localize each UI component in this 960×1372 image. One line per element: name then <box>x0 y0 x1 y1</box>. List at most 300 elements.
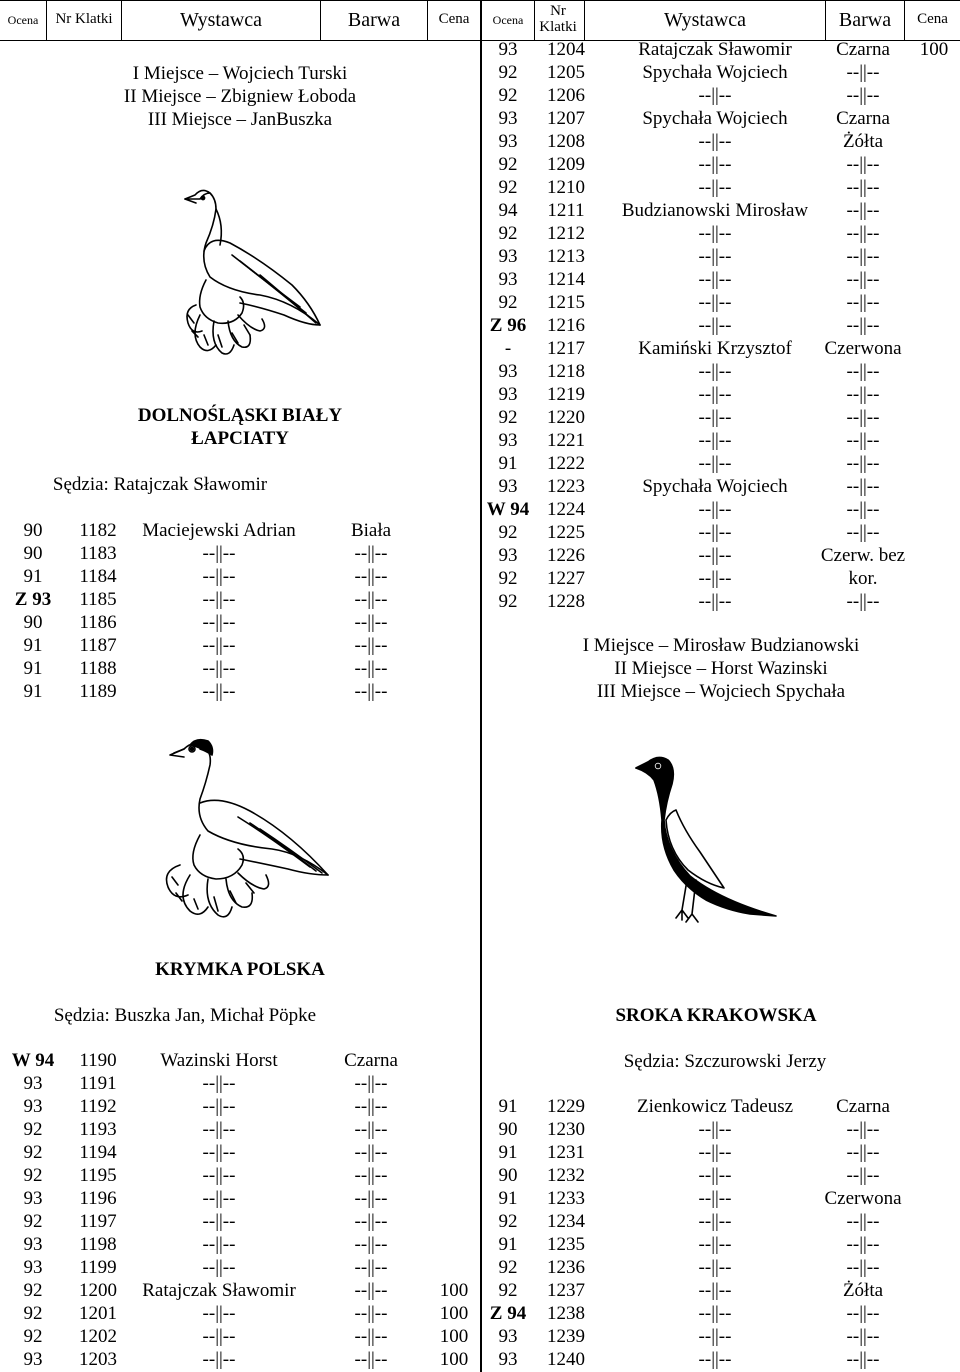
cell-barwa: --||-- <box>846 499 880 520</box>
cell-ocena: 93 <box>498 384 518 405</box>
table-row <box>0 1325 960 1348</box>
cell-wystawca: --||-- <box>698 1119 732 1140</box>
cell-barwa: --||-- <box>846 177 880 198</box>
cell-cena: 100 <box>439 1349 469 1370</box>
cell-ocena: 92 <box>498 568 518 589</box>
header-wystawca: Wystawca <box>663 8 747 31</box>
cell-barwa: --||-- <box>354 658 388 679</box>
header-nr-klatki: Nr Klatki <box>55 11 113 28</box>
cell-ocena: 93 <box>498 246 518 267</box>
cell-barwa: --||-- <box>354 1188 388 1209</box>
cell-barwa: --||-- <box>354 1257 388 1278</box>
sroka-judge: Sędzia: Szczurowski Jerzy <box>623 1051 827 1072</box>
table-row <box>0 291 960 314</box>
cell-wystawca: Spychała Wojciech <box>642 476 788 497</box>
dolnoslaski-judge: Sędzia: Ratajczak Sławomir <box>52 474 268 495</box>
cell-barwa: Czerw. bez <box>820 545 906 566</box>
cell-nr-klatki: 1197 <box>79 1211 117 1232</box>
cell-wystawca: --||-- <box>698 1303 732 1324</box>
cell-barwa: --||-- <box>846 223 880 244</box>
cell-ocena: 92 <box>498 223 518 244</box>
table-row <box>0 314 960 337</box>
table-row <box>0 1302 960 1325</box>
header-wystawca: Wystawca <box>179 8 263 31</box>
cell-ocena: 93 <box>498 476 518 497</box>
cell-nr-klatki: 1202 <box>79 1326 117 1347</box>
cell-barwa: --||-- <box>354 1303 388 1324</box>
cell-ocena: - <box>504 338 512 359</box>
cell-wystawca: --||-- <box>202 681 236 702</box>
table-row <box>0 1187 960 1210</box>
cell-ocena: 93 <box>498 430 518 451</box>
cell-barwa: --||-- <box>846 315 880 336</box>
table-row <box>0 590 960 613</box>
cell-ocena: 91 <box>498 1096 518 1117</box>
cell-wystawca: Ratajczak Sławomir <box>638 39 792 60</box>
cell-barwa: Czarna <box>836 1096 890 1117</box>
cell-nr-klatki: 1191 <box>79 1073 117 1094</box>
cell-ocena: 93 <box>498 1349 518 1370</box>
cell-nr-klatki: 1231 <box>547 1142 585 1163</box>
cell-ocena: 93 <box>23 1349 43 1370</box>
cell-barwa: --||-- <box>846 292 880 313</box>
table-row <box>0 222 960 245</box>
table-row <box>0 1256 960 1279</box>
sroka-title: SROKA KRAKOWSKA <box>615 1005 817 1026</box>
table-row <box>0 498 960 521</box>
header-barwa: Barwa <box>838 8 892 31</box>
cell-nr-klatki: 1185 <box>79 589 117 610</box>
cell-nr-klatki: 1214 <box>547 269 585 290</box>
cell-barwa: --||-- <box>354 1234 388 1255</box>
cell-nr-klatki: 1182 <box>79 520 117 541</box>
cell-wystawca: --||-- <box>698 453 732 474</box>
cell-nr-klatki: 1213 <box>547 246 585 267</box>
cell-wystawca: --||-- <box>698 1326 732 1347</box>
cell-barwa: --||-- <box>354 1211 388 1232</box>
crested-white-pigeon-drawing <box>160 725 330 925</box>
cell-ocena: 93 <box>498 269 518 290</box>
cell-nr-klatki: 1230 <box>547 1119 585 1140</box>
table-row <box>0 38 960 61</box>
cell-barwa: Czerwona <box>824 338 902 359</box>
cell-barwa: --||-- <box>846 62 880 83</box>
cell-barwa: Czarna <box>836 108 890 129</box>
cell-barwa: --||-- <box>846 1303 880 1324</box>
cell-ocena: 91 <box>498 1188 518 1209</box>
cell-nr-klatki: 1233 <box>547 1188 585 1209</box>
cell-barwa: --||-- <box>354 1326 388 1347</box>
cell-nr-klatki: 1196 <box>79 1188 117 1209</box>
cell-wystawca: Budzianowski Mirosław <box>621 200 809 221</box>
cell-wystawca: --||-- <box>698 1234 732 1255</box>
cell-wystawca: --||-- <box>202 658 236 679</box>
cell-barwa: --||-- <box>846 1119 880 1140</box>
cell-ocena: 92 <box>498 591 518 612</box>
table-row <box>0 1072 960 1095</box>
cell-wystawca: --||-- <box>698 246 732 267</box>
cell-wystawca: --||-- <box>698 545 732 566</box>
cell-nr-klatki: 1209 <box>547 154 585 175</box>
krymka-title: KRYMKA POLSKA <box>155 959 325 980</box>
header-nr-klatki: Nr Klatki <box>539 3 577 35</box>
cell-wystawca: --||-- <box>698 1142 732 1163</box>
magpie-pigeon-drawing <box>630 750 780 930</box>
table-row <box>0 567 960 590</box>
cell-wystawca: --||-- <box>202 1349 236 1370</box>
cell-nr-klatki: 1229 <box>547 1096 585 1117</box>
cell-barwa: --||-- <box>354 681 388 702</box>
cell-barwa: Żółta <box>842 131 884 152</box>
cell-nr-klatki: 1187 <box>79 635 117 656</box>
table-row <box>0 611 960 634</box>
cell-ocena: 90 <box>23 612 43 633</box>
cell-barwa: --||-- <box>846 430 880 451</box>
cell-nr-klatki: 1218 <box>547 361 585 382</box>
cell-nr-klatki: 1226 <box>547 545 585 566</box>
cell-barwa: Czarna <box>344 1050 398 1071</box>
krymka-places <box>482 634 960 703</box>
table-row <box>0 1164 960 1187</box>
cell-ocena: 92 <box>23 1303 43 1324</box>
cell-wystawca: --||-- <box>698 1349 732 1370</box>
cell-nr-klatki: 1190 <box>79 1050 117 1071</box>
cell-ocena: 93 <box>23 1188 43 1209</box>
cell-barwa: --||-- <box>354 1280 388 1301</box>
place-2: II Miejsce – Horst Wazinski <box>614 658 828 679</box>
cell-nr-klatki: 1193 <box>79 1119 117 1140</box>
cell-ocena: 92 <box>23 1142 43 1163</box>
table-row <box>0 360 960 383</box>
table-row <box>0 475 960 498</box>
cell-wystawca: --||-- <box>698 131 732 152</box>
cell-wystawca: --||-- <box>698 499 732 520</box>
cell-wystawca: --||-- <box>202 1188 236 1209</box>
table-row <box>0 84 960 107</box>
cell-ocena: 92 <box>498 177 518 198</box>
table-row <box>0 61 960 84</box>
cell-ocena: 93 <box>498 361 518 382</box>
cell-barwa: --||-- <box>846 407 880 428</box>
cell-ocena: 91 <box>23 566 43 587</box>
cell-wystawca: --||-- <box>202 1303 236 1324</box>
cell-wystawca: Ratajczak Sławomir <box>142 1280 296 1301</box>
cell-wystawca: --||-- <box>202 635 236 656</box>
header-sep <box>534 0 535 40</box>
place-3: III Miejsce – Wojciech Spychała <box>596 681 846 702</box>
cell-cena: 100 <box>439 1303 469 1324</box>
cell-wystawca: --||-- <box>698 361 732 382</box>
cell-ocena: 92 <box>498 1211 518 1232</box>
table-row <box>0 268 960 291</box>
cell-nr-klatki: 1224 <box>547 499 585 520</box>
cell-nr-klatki: 1210 <box>547 177 585 198</box>
cell-ocena: Z 96 <box>489 315 527 336</box>
cell-nr-klatki: 1215 <box>547 292 585 313</box>
cell-ocena: 92 <box>498 62 518 83</box>
cell-ocena: 90 <box>23 543 43 564</box>
table-row <box>0 337 960 360</box>
krymka-judge: Sędzia: Buszka Jan, Michał Pöpke <box>53 1005 317 1026</box>
cell-nr-klatki: 1198 <box>79 1234 117 1255</box>
cell-wystawca: --||-- <box>698 177 732 198</box>
cell-nr-klatki: 1186 <box>79 612 117 633</box>
cell-wystawca: --||-- <box>698 85 732 106</box>
cell-ocena: 93 <box>23 1073 43 1094</box>
cell-nr-klatki: 1184 <box>79 566 117 587</box>
cell-ocena: 92 <box>23 1211 43 1232</box>
cell-ocena: 92 <box>498 1280 518 1301</box>
cell-nr-klatki: 1237 <box>547 1280 585 1301</box>
cell-ocena: 93 <box>23 1234 43 1255</box>
table-row <box>0 1141 960 1164</box>
cell-nr-klatki: 1204 <box>547 39 585 60</box>
cell-ocena: 93 <box>498 545 518 566</box>
cell-barwa: kor. <box>848 568 878 589</box>
cell-wystawca: --||-- <box>698 154 732 175</box>
table-row <box>0 1210 960 1233</box>
cell-barwa: --||-- <box>354 1119 388 1140</box>
cell-barwa: --||-- <box>846 1234 880 1255</box>
cell-ocena: 92 <box>23 1119 43 1140</box>
cell-wystawca: --||-- <box>202 1096 236 1117</box>
cell-ocena: 91 <box>23 658 43 679</box>
cell-nr-klatki: 1206 <box>547 85 585 106</box>
table-row <box>0 1095 960 1118</box>
cell-barwa: --||-- <box>846 384 880 405</box>
cell-nr-klatki: 1211 <box>547 200 585 221</box>
cell-barwa: --||-- <box>846 1142 880 1163</box>
cell-ocena: 93 <box>498 1326 518 1347</box>
cell-nr-klatki: 1192 <box>79 1096 117 1117</box>
cell-barwa: --||-- <box>846 154 880 175</box>
cell-nr-klatki: 1195 <box>79 1165 117 1186</box>
cell-ocena: 92 <box>23 1326 43 1347</box>
cell-nr-klatki: 1225 <box>547 522 585 543</box>
cell-wystawca: Maciejewski Adrian <box>142 520 296 541</box>
cell-nr-klatki: 1205 <box>547 62 585 83</box>
cell-wystawca: --||-- <box>202 566 236 587</box>
cell-wystawca: --||-- <box>202 589 236 610</box>
table-row <box>0 1233 960 1256</box>
cell-wystawca: --||-- <box>202 1142 236 1163</box>
cell-barwa: --||-- <box>846 1326 880 1347</box>
cell-ocena: 92 <box>498 292 518 313</box>
cell-barwa: --||-- <box>846 476 880 497</box>
cell-ocena: 92 <box>23 1280 43 1301</box>
cell-wystawca: --||-- <box>202 1119 236 1140</box>
cell-wystawca: --||-- <box>202 1257 236 1278</box>
cell-barwa: --||-- <box>354 635 388 656</box>
cell-ocena: 93 <box>498 131 518 152</box>
cell-ocena: 92 <box>498 1257 518 1278</box>
cell-barwa: --||-- <box>846 269 880 290</box>
table-row <box>0 176 960 199</box>
cell-wystawca: --||-- <box>698 269 732 290</box>
cell-wystawca: --||-- <box>698 1280 732 1301</box>
cell-ocena: Z 93 <box>14 589 52 610</box>
cell-barwa: --||-- <box>846 453 880 474</box>
table-row <box>0 521 960 544</box>
cell-nr-klatki: 1219 <box>547 384 585 405</box>
cell-ocena: 93 <box>23 1257 43 1278</box>
table-row <box>0 130 960 153</box>
cell-wystawca: --||-- <box>202 543 236 564</box>
place-1: I Miejsce – Wojciech Turski <box>132 63 348 84</box>
cell-wystawca: --||-- <box>698 384 732 405</box>
cell-wystawca: --||-- <box>698 1165 732 1186</box>
cell-ocena: 90 <box>23 520 43 541</box>
cell-nr-klatki: 1239 <box>547 1326 585 1347</box>
cell-barwa: --||-- <box>354 612 388 633</box>
cell-barwa: --||-- <box>354 1142 388 1163</box>
table-row <box>0 383 960 406</box>
cell-barwa: --||-- <box>846 522 880 543</box>
cell-ocena: 90 <box>498 1119 518 1140</box>
table-row <box>0 406 960 429</box>
cell-wystawca: --||-- <box>698 591 732 612</box>
cell-wystawca: --||-- <box>698 223 732 244</box>
cell-wystawca: Spychała Wojciech <box>642 108 788 129</box>
cell-ocena: 91 <box>23 635 43 656</box>
cell-wystawca: Kamiński Krzysztof <box>638 338 792 359</box>
table-row <box>0 199 960 222</box>
table-row <box>0 1348 960 1371</box>
cell-barwa: --||-- <box>846 1349 880 1370</box>
place-1: I Miejsce – Mirosław Budzianowski <box>582 635 860 656</box>
cell-nr-klatki: 1199 <box>79 1257 117 1278</box>
cell-nr-klatki: 1220 <box>547 407 585 428</box>
cell-barwa: --||-- <box>354 566 388 587</box>
cell-nr-klatki: 1240 <box>547 1349 585 1370</box>
cell-wystawca: --||-- <box>698 315 732 336</box>
cell-barwa: Czerwona <box>824 1188 902 1209</box>
table-row <box>0 1279 960 1302</box>
cell-wystawca: --||-- <box>202 1211 236 1232</box>
table-row <box>0 1118 960 1141</box>
cell-nr-klatki: 1212 <box>547 223 585 244</box>
table-row <box>0 245 960 268</box>
cell-wystawca: --||-- <box>698 292 732 313</box>
cell-ocena: 93 <box>498 108 518 129</box>
cell-nr-klatki: 1217 <box>547 338 585 359</box>
cell-nr-klatki: 1232 <box>547 1165 585 1186</box>
cell-ocena: 91 <box>498 1142 518 1163</box>
cell-wystawca: --||-- <box>698 1211 732 1232</box>
cell-nr-klatki: 1221 <box>547 430 585 451</box>
cell-ocena: 90 <box>498 1165 518 1186</box>
cell-nr-klatki: 1222 <box>547 453 585 474</box>
cell-wystawca: Zienkowicz Tadeusz <box>636 1096 794 1117</box>
cell-ocena: 93 <box>23 1096 43 1117</box>
table-row <box>0 107 960 130</box>
cell-nr-klatki: 1228 <box>547 591 585 612</box>
cell-barwa: --||-- <box>846 1257 880 1278</box>
header-cena: Cena <box>917 11 948 28</box>
cell-nr-klatki: 1208 <box>547 131 585 152</box>
cell-wystawca: --||-- <box>202 612 236 633</box>
cell-barwa: --||-- <box>846 361 880 382</box>
cell-barwa: --||-- <box>354 543 388 564</box>
cell-barwa: --||-- <box>846 200 880 221</box>
cell-barwa: --||-- <box>354 1096 388 1117</box>
cell-barwa: --||-- <box>846 591 880 612</box>
cell-ocena: 92 <box>498 522 518 543</box>
cell-nr-klatki: 1238 <box>547 1303 585 1324</box>
cell-nr-klatki: 1216 <box>547 315 585 336</box>
cell-ocena: 92 <box>498 407 518 428</box>
cell-wystawca: Wazinski Horst <box>160 1050 278 1071</box>
cell-ocena: 92 <box>498 154 518 175</box>
table-row <box>0 429 960 452</box>
cell-ocena: 93 <box>498 39 518 60</box>
cell-nr-klatki: 1207 <box>547 108 585 129</box>
cell-nr-klatki: 1188 <box>79 658 117 679</box>
cell-wystawca: --||-- <box>698 407 732 428</box>
table-row <box>0 452 960 475</box>
cell-barwa: --||-- <box>846 246 880 267</box>
cell-wystawca: --||-- <box>698 1257 732 1278</box>
cell-wystawca: --||-- <box>698 522 732 543</box>
cell-barwa: --||-- <box>354 1073 388 1094</box>
cell-barwa: --||-- <box>354 1349 388 1370</box>
cell-cena: 100 <box>439 1326 469 1347</box>
cell-barwa: --||-- <box>846 85 880 106</box>
cell-ocena: 91 <box>498 453 518 474</box>
cell-barwa: Czarna <box>836 39 890 60</box>
cell-nr-klatki: 1203 <box>79 1349 117 1370</box>
cell-barwa: --||-- <box>846 1211 880 1232</box>
cell-ocena: 91 <box>498 1234 518 1255</box>
cell-wystawca: Spychała Wojciech <box>642 62 788 83</box>
cell-nr-klatki: 1223 <box>547 476 585 497</box>
cell-cena: 100 <box>919 39 949 60</box>
cell-wystawca: --||-- <box>698 568 732 589</box>
cell-cena: 100 <box>439 1280 469 1301</box>
cell-nr-klatki: 1201 <box>79 1303 117 1324</box>
section-title-line1: DOLNOŚLĄSKI BIAŁY <box>137 405 343 426</box>
cell-ocena: 92 <box>23 1165 43 1186</box>
table-row <box>0 153 960 176</box>
cell-ocena: Z 94 <box>489 1303 527 1324</box>
cell-barwa: --||-- <box>846 1165 880 1186</box>
cell-barwa: --||-- <box>354 589 388 610</box>
place-3: III Miejsce – JanBuszka <box>147 109 333 130</box>
cell-nr-klatki: 1236 <box>547 1257 585 1278</box>
cell-nr-klatki: 1234 <box>547 1211 585 1232</box>
cell-wystawca: --||-- <box>698 1188 732 1209</box>
cell-barwa: Żółta <box>842 1280 884 1301</box>
cell-ocena: W 94 <box>486 499 530 520</box>
cell-wystawca: --||-- <box>698 430 732 451</box>
cell-nr-klatki: 1194 <box>79 1142 117 1163</box>
header-ocena: Ocena <box>492 12 524 27</box>
header-ocena: Ocena <box>7 12 39 27</box>
cell-nr-klatki: 1183 <box>79 543 117 564</box>
cell-wystawca: --||-- <box>202 1234 236 1255</box>
cell-wystawca: --||-- <box>202 1165 236 1186</box>
cell-nr-klatki: 1227 <box>547 568 585 589</box>
cell-nr-klatki: 1189 <box>79 681 117 702</box>
cell-ocena: 94 <box>498 200 518 221</box>
cell-barwa: Biała <box>350 520 392 541</box>
cell-wystawca: --||-- <box>202 1326 236 1347</box>
section-title-line2: ŁAPCIATY <box>191 428 289 449</box>
cell-nr-klatki: 1235 <box>547 1234 585 1255</box>
cell-nr-klatki: 1200 <box>79 1280 117 1301</box>
place-2: II Miejsce – Zbigniew Łoboda <box>123 86 357 107</box>
cell-barwa: --||-- <box>354 1165 388 1186</box>
